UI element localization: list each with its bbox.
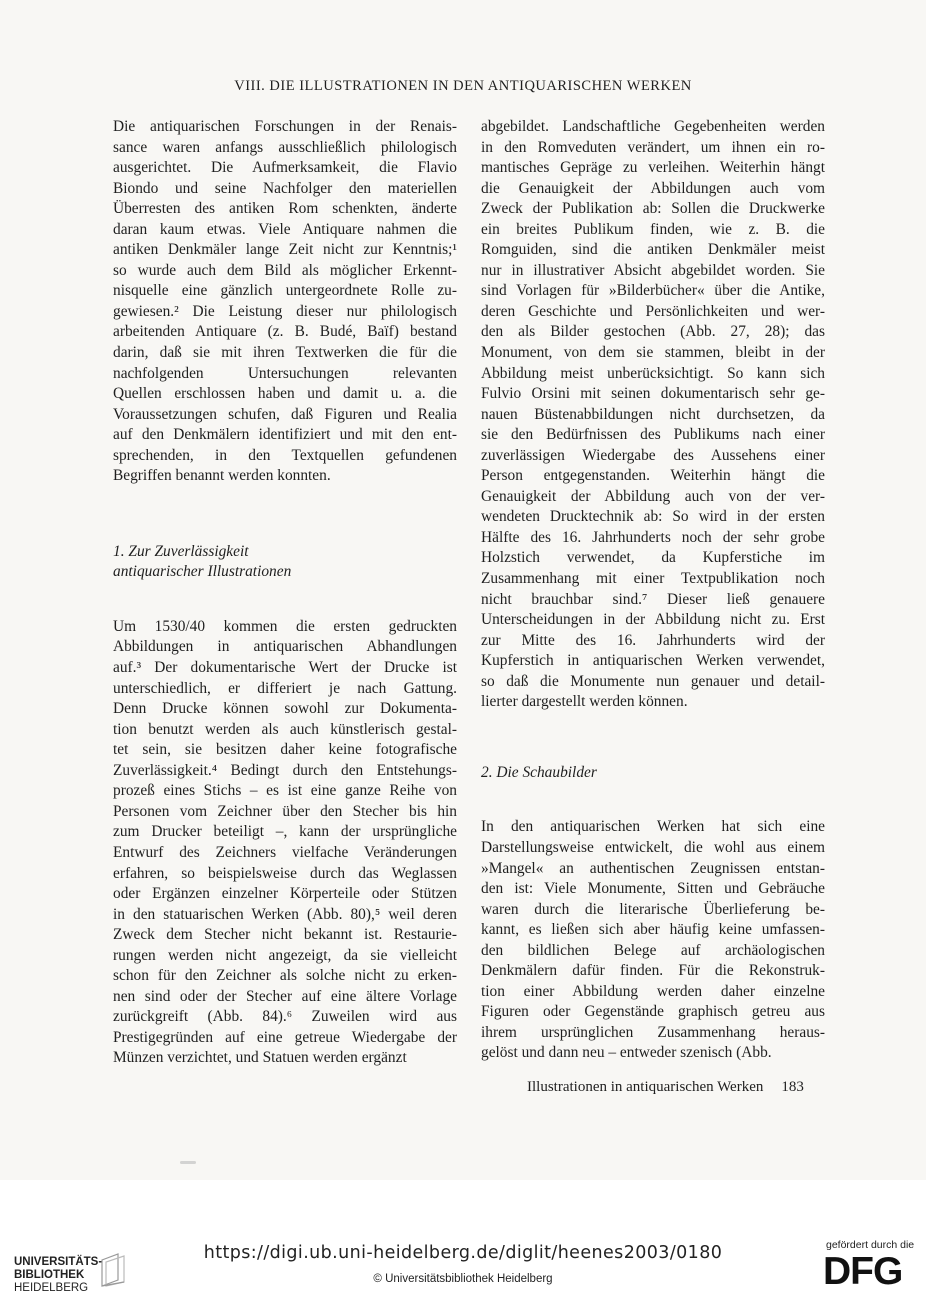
funding-note: gefördert durch die (826, 1239, 915, 1251)
continued-line: den als Bilder gestochen (Abb. 27, 28); das (481, 323, 825, 341)
continued-line: Zweck der Publikation ab: Sollen die Druckwerke (481, 200, 825, 218)
reliability-line: zum Drucker beteiligt –, kann der ursprüngliche (113, 823, 457, 841)
intro-line: gewiesen.² Die Leistung dieser nur philologisch (113, 302, 457, 320)
intro-line: so wurde auch dem Bild als möglicher Erkennt- (113, 261, 457, 279)
intro-line: ausgerichtet. Die Aufmerksamkeit, die Flavio (113, 159, 457, 177)
intro-line: Quellen erschlossen haben und damit u. a. die (113, 385, 457, 403)
continued-line: mantisches Gepräge zu verleihen. Weiterhin hängt (481, 159, 825, 177)
reliability-line: Abbildungen in antiquarischen Abhandlungen (113, 638, 457, 656)
continued-line: sind Vorlagen für »Bilderbücher« über die Antike, (481, 282, 825, 300)
schaubilder-line: kannt, es ließen sich aber häufig keine umfassen- (481, 921, 825, 939)
footer-title: Illustrationen in antiquarischen Werken (527, 1079, 764, 1095)
intro-line: antiken Denkmäler lange Zeit nicht zur Kenntnis;¹ (113, 241, 457, 259)
continued-line: Kupferstich in antiquarischen Werken verwendet, (481, 652, 825, 670)
reliability-line: tet sein, sie besitzen daher keine fotografische (113, 741, 457, 759)
continued-line: Romguiden, sind die antiken Denkmäler meist (481, 241, 825, 259)
reliability-line: Denn Drucke können sowohl zur Dokumenta- (113, 700, 457, 718)
continued-line: zuverlässigen Wiedergabe des Aussehens einer (481, 446, 825, 464)
continued-line: Abbildung meist unberücksichtigt. So kann sich (481, 364, 825, 382)
reliability-line: unterschiedlich, er differiert je nach Gattung. (113, 679, 457, 697)
continued-line: Hälfte des 16. Jahrhunderts noch der sehr grobe (481, 528, 825, 546)
running-head: VIII. DIE ILLUSTRATIONEN IN DEN ANTIQUARISCHEN WERKEN (234, 78, 692, 94)
schaubilder-line: den ist: Viele Monumente, Sitten und Gebräuche (481, 880, 825, 898)
right-column (481, 117, 825, 1064)
section-heading-1 (113, 542, 457, 583)
continued-line: in den Romveduten verändert, um ihnen ein ro- (481, 138, 825, 156)
section-heading-2 (481, 763, 825, 784)
page-number: 183 (781, 1079, 804, 1095)
permalink-url[interactable]: https://digi.ub.uni-heidelberg.de/diglit/heenes2003/0180 (203, 1243, 723, 1263)
continued-line: Person entgegenstanden. Weiterhin hängt die (481, 467, 825, 485)
reliability-line: erfahren, so beispielsweise durch das Weglassen (113, 864, 457, 882)
reliability-line: Zweck dem Stecher nicht bekannt ist. Restaurie- (113, 926, 457, 944)
intro-line: auf den Denkmälern identifiziert und mit den ent- (113, 426, 457, 444)
intro-line: sance waren anfangs ausschließlich philologisch (113, 138, 457, 156)
intro-line: nachfolgenden Untersuchungen relevanten (113, 364, 457, 382)
continued-line: Genauigkeit der Abbildung auch von der ver- (481, 487, 825, 505)
continued-line: Zusammenhang mit einer Textpublikation noch (481, 570, 825, 588)
schaubilder-line: Figuren oder Gegenstände graphisch getreu aus (481, 1003, 825, 1021)
page-footer (527, 1079, 804, 1096)
continued-line: die Genauigkeit der Abbildungen auch vom (481, 179, 825, 197)
reliability-line: Entwurf des Zeichners vielfache Veränderungen (113, 843, 457, 861)
schaubilder-line: »Mangel« an authentischen Zeugnissen entstan- (481, 859, 825, 877)
reliability-line: prozeß eines Stichs – es ist eine ganze Reihe von (113, 782, 457, 800)
paragraph-continued (481, 117, 825, 713)
intro-line: Begriffen benannt werden konnten. (113, 467, 331, 485)
continued-line: wendeten Drucktechnik ab: So wird in der ersten (481, 508, 825, 526)
continued-line: nauen Büstenabbildungen nicht durchsetzen, da (481, 405, 825, 423)
reliability-line: Um 1530/40 kommen die ersten gedruckten (113, 617, 457, 635)
paragraph-reliability (113, 617, 457, 1069)
reliability-line: rungen werden nicht angezeigt, da sie vielleicht (113, 946, 457, 964)
intro-line: Die antiquarischen Forschungen in der Renais- (113, 118, 457, 135)
reliability-line: tion benutzt werden als auch künstlerisch gestal- (113, 720, 457, 738)
continued-line: abgebildet. Landschaftliche Gegebenheiten werden (481, 118, 825, 135)
section-heading-1-line2: antiquarischer Illustrationen (113, 563, 292, 581)
section-heading-1-line1: 1. Zur Zuverlässigkeit (113, 542, 249, 560)
scan-speck (180, 1161, 196, 1164)
logo-line-1: UNIVERSITÄTS- (14, 1256, 103, 1268)
schaubilder-line: den bildlichen Belege auf archäologischen (481, 941, 825, 959)
reliability-line: nen sind oder der Stecher auf eine ältere Vorlage (113, 987, 457, 1005)
continued-line: Monument, von dem sie stammen, bleibt in der (481, 344, 825, 362)
continued-line: nur in illustrativer Absicht abgebildet worden. Sie (481, 261, 825, 279)
schaubilder-line: gelöst und dann neu – entweder szenisch (Abb. (481, 1044, 772, 1062)
reliability-line: Prestigegründen auf eine getreue Wiedergabe der (113, 1028, 457, 1046)
intro-line: darin, daß sie mit ihren Textwerken die für die (113, 344, 457, 362)
continued-line: Fulvio Orsini mit seinen dokumentarisch sehr ge- (481, 385, 825, 403)
reliability-line: Zuverlässigkeit.⁴ Bedingt durch den Entstehungs- (113, 761, 457, 779)
reliability-line: oder Ergänzen einzelner Körperteile oder Stützen (113, 885, 457, 903)
continued-line: Holzstich verwendet, da Kupferstiche im (481, 549, 825, 567)
continued-line: Unterscheidungen in der Abbildung nicht zu. Erst (481, 611, 825, 629)
schaubilder-line: tion einer Abbildung werden daher einzelne (481, 982, 825, 1000)
schaubilder-line: Darstellungsweise entwickelt, die wohl aus einem (481, 838, 825, 856)
schaubilder-line: waren durch die literarische Überlieferung be- (481, 900, 825, 918)
intro-line: Überresten des antiken Rom schenkten, änderte (113, 200, 457, 218)
schaubilder-line: In den antiquarischen Werken hat sich eine (481, 818, 825, 836)
continued-line: sie den Bedürfnissen des Publikums nach einer (481, 426, 825, 444)
reliability-line: Personen vom Zeichner über den Stecher bis hin (113, 802, 457, 820)
continued-line: deren Geschichte und Persönlichkeiten und wer- (481, 302, 825, 320)
continued-line: so daß die Monumente nun genauer und detail- (481, 672, 825, 690)
intro-line: nisquelle eine gänzlich untergeordnete Rolle zu- (113, 282, 457, 300)
logo-line-3: HEIDELBERG (14, 1282, 89, 1294)
continued-line: nicht brauchbar sind.⁷ Dieser ließ genauere (481, 590, 825, 608)
intro-line: daran kaum etwas. Viele Antiquare nahmen die (113, 220, 457, 238)
section-heading-2-line: 2. Die Schaubilder (481, 763, 597, 781)
reliability-line: auf.³ Der dokumentarische Wert der Drucke ist (113, 659, 457, 677)
paragraph-intro (113, 117, 457, 487)
logo-line-2: BIBLIOTHEK (14, 1269, 85, 1281)
reliability-line: in den statuarischen Werken (Abb. 80),⁵ weil deren (113, 905, 457, 923)
left-column (113, 117, 457, 1069)
continued-line: ein breites Publikum finden, wie z. B. die (481, 220, 825, 238)
copyright-notice: © Universitätsbibliothek Heidelberg (373, 1273, 553, 1285)
intro-line: Voraussetzungen schufen, daß Figuren und Realia (113, 405, 457, 423)
schaubilder-line: ihrem ursprünglichen Zusammenhang heraus- (481, 1023, 825, 1041)
intro-line: sprechenden, in den Textquellen gefundenen (113, 446, 457, 464)
dfg-logo[interactable]: DFG (823, 1250, 903, 1293)
reliability-line: schon für den Zeichner als solche nicht zu erken- (113, 967, 457, 985)
reliability-line: Münzen verzichtet, und Statuen werden ergänzt (113, 1049, 407, 1067)
paragraph-schaubilder (481, 817, 825, 1064)
reliability-line: zurückgreift (Abb. 84).⁶ Zuweilen wird aus (113, 1008, 457, 1026)
intro-line: Biondo und seine Nachfolger den materiellen (113, 179, 457, 197)
continued-line: zur Mitte des 16. Jahrhunderts wird der (481, 631, 825, 649)
schaubilder-line: Denkmälern dafür finden. Für die Rekonstruk- (481, 962, 825, 980)
continued-line: lierter dargestellt werden können. (481, 693, 688, 711)
intro-line: arbeitenden Antiquare (z. B. Budé, Baïf) bestand (113, 323, 457, 341)
